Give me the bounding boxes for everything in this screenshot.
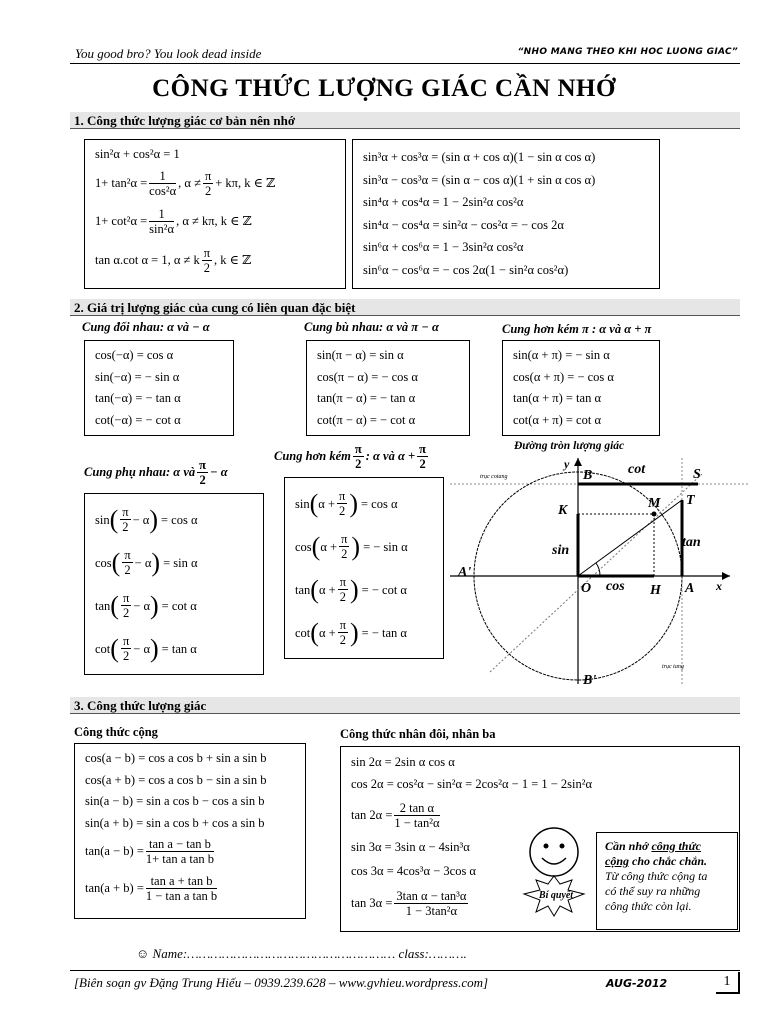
label-b: B (583, 468, 593, 483)
complementary-den: 2 (122, 520, 129, 534)
paren-open: ( (310, 574, 319, 604)
half-pi-den: 2 (341, 547, 348, 561)
addition-tan-minus-den: 1+ tan a tan b (145, 851, 215, 866)
label-y: y (564, 457, 570, 471)
paren-close: ) (349, 488, 358, 518)
half-pi-label-b: : α và α + (365, 449, 416, 463)
tip-line-2b: cho chắc chắn. (629, 854, 707, 868)
half-pi-fraction (337, 489, 347, 518)
supplementary-row: cos(π − α) = − cos α (317, 369, 418, 384)
addition-row: cos(a + b) = cos a cos b − sin a sin b (85, 772, 267, 787)
identity-cot-fraction (149, 207, 174, 236)
y-axis-arrow (574, 458, 582, 466)
half-pi-rhs: = − cot α (361, 582, 407, 597)
half-pi-label-den: 2 (355, 457, 362, 471)
addition-tan-plus-fraction (146, 874, 217, 903)
complementary-row (95, 627, 253, 670)
point-m (652, 512, 657, 517)
complementary-fraction (121, 591, 131, 620)
half-pi-row (295, 568, 433, 611)
label-b-prime: B' (583, 673, 597, 688)
pi-shift-row: tan(α + π) = tan α (513, 391, 602, 405)
label-tan: tan (682, 535, 701, 550)
tip-line-1a: Cần nhớ (605, 839, 652, 853)
complementary-den: 2 (124, 563, 131, 577)
tip-line-2a: cộng (605, 854, 629, 868)
complementary-num: π (122, 634, 130, 648)
identity-pythagorean: sin²α + cos²α = 1 (95, 147, 180, 161)
addition-row: sin(a + b) = sin a cos b + cos a sin b (85, 815, 265, 830)
double-tan-fraction (394, 801, 439, 830)
radius-extension (490, 474, 702, 672)
identity-cot-den: sin²α (149, 221, 175, 236)
x-axis-arrow (722, 572, 730, 580)
triple-tan-den: 1 − 3tan²α (405, 903, 458, 918)
addition-formulas-label: Công thức cộng (74, 725, 158, 739)
complementary-minus: − α (133, 641, 150, 656)
label-a: A (685, 581, 695, 596)
complementary-minus: − α (132, 512, 150, 527)
footer-divider (70, 970, 740, 971)
paren-close: ) (151, 547, 161, 577)
half-pi-row (295, 482, 433, 525)
label-sin: sin (552, 543, 570, 558)
complementary-angles-label (84, 458, 228, 487)
half-pi-label-num: π (354, 442, 362, 456)
radius-om (578, 500, 682, 576)
identity-tan-cond-fraction (203, 169, 213, 198)
complementary-label-num: π (199, 458, 206, 472)
power-identity: sin⁶α − cos⁶α = − cos 2α(1 − sin²α cos²α) (363, 262, 569, 277)
half-pi-den: 2 (339, 504, 346, 518)
supplementary-row: tan(π − α) = − tan α (317, 391, 416, 405)
opposite-row: cot(−α) = − cot α (95, 412, 181, 427)
complementary-den: 2 (122, 606, 130, 620)
addition-tan-minus-lhs: tan(a − b) = (85, 844, 144, 858)
half-pi-label-fraction-2 (417, 442, 428, 471)
half-pi-shift-box (284, 477, 444, 659)
identity-cot (95, 202, 335, 240)
triple-tan-lhs: tan 3α = (351, 896, 393, 910)
label-s: S (693, 467, 701, 482)
paren-open: ( (110, 633, 119, 663)
half-pi-alpha: α + (318, 582, 336, 597)
supplementary-row: sin(π − α) = sin α (317, 348, 404, 362)
addition-tan-minus-fraction (146, 837, 214, 866)
complementary-num: π (124, 548, 131, 562)
footer-credit: [Biên soạn gv Đặng Trung Hiếu – 0939.239.628 – www.gvhieu.wordpress.com] (74, 975, 489, 990)
half-pi-label-a: Cung hơn kém (274, 449, 351, 463)
power-identity: sin⁴α + cos⁴α = 1 − 2sin²α cos²α (363, 195, 524, 209)
complementary-num: π (122, 505, 129, 519)
opposite-angles-box (84, 340, 234, 436)
half-pi-fraction (338, 618, 348, 647)
pi-shift-label: Cung hơn kém π : α và α + π (502, 322, 652, 336)
half-pi-row (295, 525, 433, 568)
tip-line-2 (605, 854, 729, 869)
label-h: H (650, 583, 661, 598)
tip-line-1b: công thức (651, 839, 701, 853)
power-identities-box (352, 139, 660, 289)
power-identity: sin⁴α − cos⁴α = sin²α − cos²α = − cos 2α (363, 217, 564, 232)
paren-open: ( (111, 547, 121, 577)
footer-date: AUG-2012 (606, 977, 668, 990)
section-3-heading: 3. Công thức lượng giác (70, 697, 740, 714)
complementary-fraction (122, 548, 132, 577)
double-sin: sin 2α = 2sin α cos α (351, 755, 455, 769)
half-pi-fn: tan (295, 582, 311, 597)
addition-formulas-box (74, 743, 306, 919)
half-pi-fraction (338, 575, 348, 604)
triple-sin: sin 3α = 3sin α − 4sin³α (351, 840, 470, 854)
double-tan-num: 2 tan α (394, 801, 439, 816)
complementary-label-fraction (197, 458, 208, 487)
header-right-text: “NHO MANG THEO KHI HOC LUONG GIAC” (517, 47, 738, 57)
half-pi-num: π (339, 575, 346, 589)
complementary-rhs: = sin α (163, 555, 198, 570)
half-pi-alpha: α + (320, 539, 338, 554)
angle-arc (596, 563, 600, 576)
section-1-heading: 1. Công thức lượng giác cơ bản nên nhớ (70, 112, 740, 129)
tip-box (596, 832, 738, 930)
half-pi-alpha: α + (318, 625, 336, 640)
opposite-row: tan(−α) = − tan α (95, 391, 181, 405)
pi-shift-box (502, 340, 660, 436)
identity-tan-num: 1 (149, 169, 176, 184)
label-x: x (716, 579, 722, 593)
label-axis-tan: trục tang (662, 664, 684, 670)
identity-tan-lhs: 1+ tan²α = (95, 176, 148, 190)
paren-close: ) (150, 633, 159, 663)
label-axis-cot: trục cotang (480, 474, 508, 480)
complementary-fn: sin (95, 512, 110, 527)
label-m: M (648, 496, 661, 511)
complementary-fn: cot (95, 641, 111, 656)
paren-close: ) (149, 504, 158, 534)
smiley-face-icon (514, 826, 604, 918)
complementary-minus: − α (134, 555, 152, 570)
label-t: T (686, 493, 695, 508)
pi-shift-row: sin(α + π) = − sin α (513, 348, 610, 362)
identity-tan-cot-a: tan α.cot α = 1, α ≠ k (95, 253, 200, 267)
identity-tan-cond-b: + kπ, k ∈ ℤ (215, 176, 276, 190)
complementary-label-b: − α (210, 465, 228, 479)
supplementary-angles-box (306, 340, 470, 436)
identity-tan-cot (95, 240, 335, 280)
identity-tan-cond-a: , α ≠ (178, 176, 201, 190)
addition-row: sin(a − b) = sin a cos b − cos a sin b (85, 794, 265, 808)
paren-open: ( (311, 531, 321, 561)
addition-tan-plus (85, 868, 295, 908)
identity-tan-cot-den: 2 (203, 260, 211, 275)
addition-tan-minus (85, 834, 295, 868)
triple-tan-fraction (394, 889, 468, 918)
identity-cot-cond: , α ≠ kπ, k ∈ ℤ (176, 214, 252, 228)
addition-row: cos(a − b) = cos a cos b + sin a sin b (85, 751, 267, 765)
identity-tan-fraction (149, 169, 176, 198)
tip-line-1 (605, 839, 729, 854)
paren-open: ( (309, 488, 319, 518)
label-cot: cot (628, 462, 646, 477)
opposite-row: cos(−α) = cos α (95, 348, 174, 362)
addition-tan-plus-den: 1 − tan a tan b (145, 888, 218, 903)
half-pi-num: π (339, 489, 346, 503)
half-pi-num: π (339, 618, 346, 632)
tip-line-3: Từ công thức cộng ta (605, 869, 708, 883)
identity-tan-cot-num: π (203, 245, 211, 260)
addition-tan-minus-num: tan a − tan b (146, 837, 214, 852)
complementary-rhs: = cos α (160, 512, 198, 527)
half-pi-num: π (341, 532, 348, 546)
header-divider (70, 63, 740, 64)
complementary-row (95, 541, 253, 584)
section-2-heading: 2. Giá trị lượng giác của cung có liên quan đặc biệt (70, 299, 740, 316)
complementary-fraction (120, 505, 130, 534)
identity-tan-den: cos²α (149, 183, 177, 198)
tip-badge-label: Bí quyết (538, 890, 574, 901)
pi-shift-row: cos(α + π) = − cos α (513, 369, 614, 384)
identity-cot-lhs: 1+ cot²α = (95, 214, 148, 228)
opposite-angles-label: Cung đối nhau: α và − α (82, 320, 210, 334)
page-number: 1 (716, 972, 740, 994)
label-o: O (581, 581, 592, 596)
paren-close: ) (350, 574, 359, 604)
identity-tan-cond-num: π (204, 168, 212, 183)
complementary-label-a: Cung phụ nhau: α và (84, 465, 196, 479)
double-cos: cos 2α = cos²α − sin²α = 2cos²α − 1 = 1 − 2sin²α (351, 777, 593, 791)
half-pi-label-den-2: 2 (419, 457, 426, 471)
paren-open: ( (110, 590, 119, 620)
page-title: CÔNG THỨC LƯỢNG GIÁC CẦN NHỚ (152, 75, 616, 102)
identity-tan-cot-fraction (202, 246, 212, 275)
paren-open: ( (310, 617, 319, 647)
triple-tan-num: 3tan α − tan³α (396, 888, 467, 903)
complementary-rhs: = cot α (161, 598, 197, 613)
complementary-angles-box (84, 493, 264, 675)
supplementary-angles-label: Cung bù nhau: α và π − α (304, 320, 439, 334)
label-cos: cos (606, 579, 625, 594)
tip-line-4: có thể suy ra những (605, 884, 701, 898)
paren-close: ) (150, 590, 159, 620)
unit-circle-diagram (450, 452, 750, 692)
power-identity: sin³α − cos³α = (sin α − cos α)(1 + sin α cos α) (363, 172, 596, 187)
complementary-label-den: 2 (199, 473, 206, 487)
half-pi-alpha: α + (318, 496, 335, 511)
basic-identities-box (84, 139, 346, 289)
complementary-fn: tan (95, 598, 111, 613)
complementary-den: 2 (122, 649, 130, 663)
paren-close: ) (350, 617, 359, 647)
half-pi-fn: cos (295, 539, 312, 554)
power-identity: sin⁶α + cos⁶α = 1 − 3sin²α cos²α (363, 240, 524, 254)
supplementary-row: cot(π − α) = − cot α (317, 412, 416, 427)
complementary-fraction (121, 634, 131, 663)
half-pi-fraction (339, 532, 349, 561)
triple-cos: cos 3α = 4cos³α − 3cos α (351, 864, 476, 878)
half-pi-shift-label (274, 442, 430, 471)
pi-shift-row: cot(α + π) = cot α (513, 412, 602, 427)
name-class-line: ☺ Name:……………………………………………… class:………. (136, 946, 467, 961)
half-pi-rhs: = − sin α (363, 539, 408, 554)
half-pi-den: 2 (339, 590, 346, 604)
identity-tan-cond-den: 2 (204, 183, 212, 198)
identity-cot-num: 1 (149, 207, 174, 222)
complementary-minus: − α (133, 598, 150, 613)
double-triple-label: Công thức nhân đôi, nhân ba (340, 727, 496, 741)
paren-close: ) (351, 531, 361, 561)
half-pi-label-fraction (353, 442, 364, 471)
complementary-row (95, 498, 253, 541)
label-a-prime: A' (458, 565, 472, 580)
half-pi-den: 2 (339, 633, 346, 647)
half-pi-label-num-2: π (419, 442, 427, 456)
complementary-rhs: = tan α (161, 641, 197, 656)
double-tan-den: 1 − tan²α (394, 815, 440, 830)
unit-circle-title: Đường tròn lượng giác (514, 440, 625, 452)
addition-tan-plus-num: tan a + tan b (146, 874, 217, 889)
header-left-text: You good bro? You look dead inside (75, 46, 262, 61)
complementary-num: π (122, 591, 130, 605)
opposite-row: sin(−α) = − sin α (95, 369, 180, 384)
label-k: K (558, 503, 568, 518)
power-identity: sin³α + cos³α = (sin α + cos α)(1 − sin α cos α) (363, 150, 596, 164)
half-pi-fn: sin (295, 496, 310, 511)
identity-tan (95, 164, 335, 202)
half-pi-rhs: = − tan α (361, 625, 407, 640)
identity-tan-cot-b: , k ∈ ℤ (214, 253, 252, 267)
half-pi-rhs: = cos α (360, 496, 398, 511)
double-tan-lhs: tan 2α = (351, 808, 393, 822)
tip-line-5: công thức còn lại. (605, 899, 692, 913)
half-pi-fn: cot (295, 625, 311, 640)
addition-tan-plus-lhs: tan(a + b) = (85, 881, 144, 895)
complementary-fn: cos (95, 555, 112, 570)
paren-open: ( (109, 504, 119, 534)
complementary-row (95, 584, 253, 627)
half-pi-row (295, 611, 433, 654)
